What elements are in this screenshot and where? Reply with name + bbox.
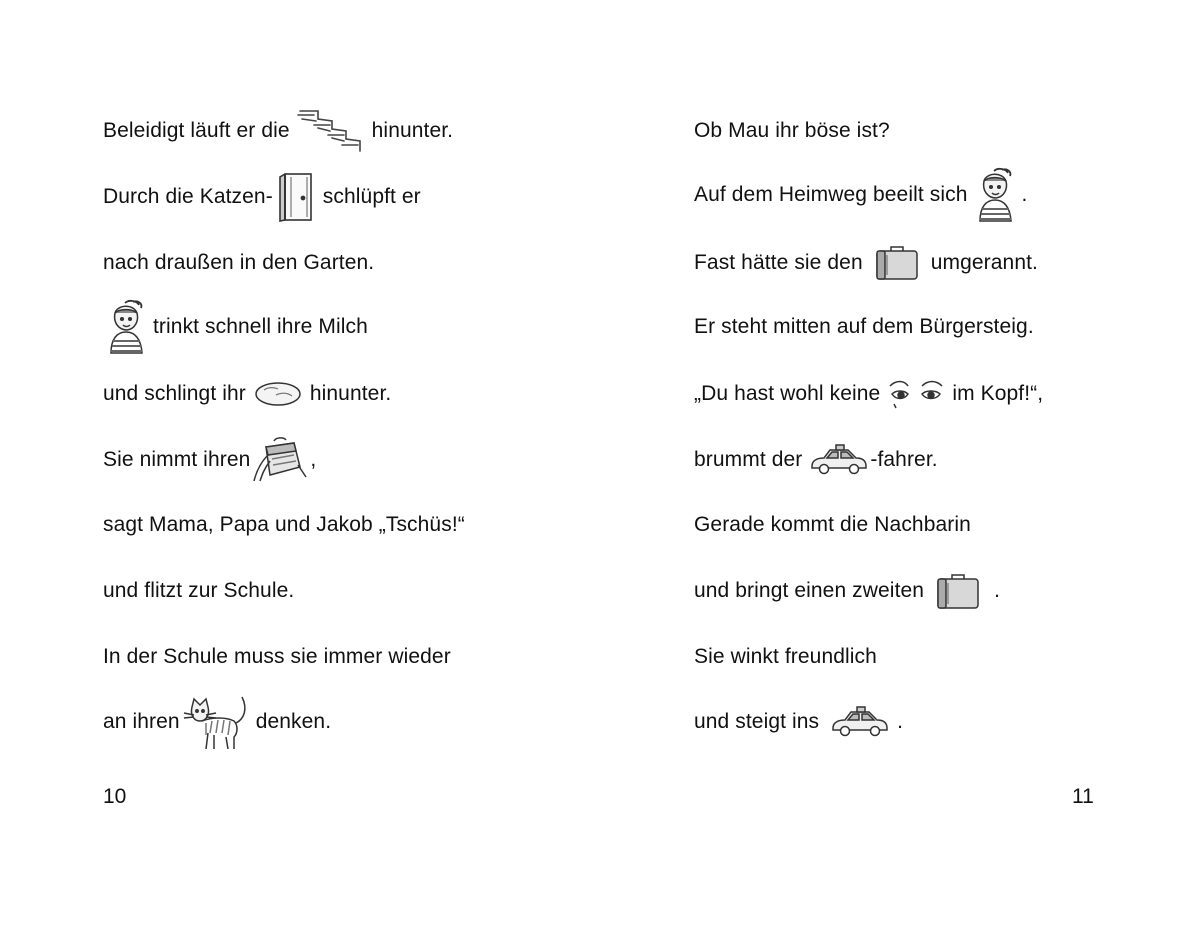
stairs-icon (294, 107, 368, 155)
suitcase-icon (873, 245, 921, 281)
line-text-before: und schlingt ihr (103, 382, 246, 405)
line-text-before: Beleidigt läuft er die (103, 119, 290, 142)
text-line (694, 435, 938, 485)
eyes-icon (886, 378, 946, 410)
line-text-after: schlüpft er (322, 185, 421, 208)
line-text-before: Durch die Katzen- (103, 185, 273, 208)
line-text-before: sagt Mama, Papa und Jakob „Tschüs!“ (103, 513, 465, 536)
text-line (103, 172, 421, 222)
line-text-before: Fast hätte sie den (694, 251, 863, 274)
line-text-before: „Du hast wohl keine (694, 382, 881, 405)
text-line (103, 106, 453, 156)
line-text-before: Gerade kommt die Nachbarin (694, 513, 971, 536)
text-line (103, 302, 368, 352)
text-line (694, 369, 1043, 419)
text-line (103, 632, 451, 682)
line-text-after: -fahrer. (870, 448, 938, 471)
cat-icon (182, 693, 254, 751)
text-line (103, 566, 294, 616)
line-text-before: In der Schule muss sie immer wieder (103, 645, 451, 668)
line-text-before: Ob Mau ihr böse ist? (694, 119, 890, 142)
line-text-before: Er steht mitten auf dem Bürgersteig. (694, 315, 1034, 338)
text-line (694, 566, 1000, 616)
right-page (600, 0, 1200, 934)
line-text-after: hinunter. (309, 382, 392, 405)
suitcase-icon (934, 572, 982, 610)
text-line (694, 106, 890, 156)
line-text-after: . (1021, 183, 1028, 206)
page-number: 10 (103, 785, 127, 808)
line-text-before: Sie nimmt ihren (103, 448, 251, 471)
line-text-after: denken. (255, 710, 332, 733)
text-line (103, 697, 331, 747)
text-line (694, 238, 1038, 288)
text-line (103, 369, 391, 419)
bread-roll-icon (254, 381, 302, 407)
text-line (694, 500, 971, 550)
text-line (694, 302, 1034, 352)
girl-icon (103, 299, 149, 355)
girl-icon (972, 167, 1018, 223)
line-text-before: an ihren (103, 710, 180, 733)
line-text-before: und steigt ins (694, 710, 820, 733)
line-text-before: brummt der (694, 448, 803, 471)
school-bag-icon (252, 437, 308, 483)
text-line (694, 632, 877, 682)
line-text-after: . (897, 710, 904, 733)
text-line (694, 697, 903, 747)
text-line (103, 435, 316, 485)
taxi-icon (829, 706, 891, 738)
page-number: 11 (1072, 785, 1094, 808)
line-text-before: und flitzt zur Schule. (103, 579, 295, 602)
line-text-after: trinkt schnell ihre Milch (153, 315, 368, 338)
line-text-after: . (994, 579, 1000, 602)
text-line (103, 500, 465, 550)
line-text-before: und bringt einen zweiten (694, 579, 925, 602)
text-line (694, 170, 1027, 220)
line-text-before: Sie winkt freundlich (694, 645, 877, 668)
taxi-icon (808, 444, 870, 476)
door-icon (277, 171, 319, 223)
line-text-before: Auf dem Heimweg beeilt sich (694, 183, 968, 206)
line-text-after: umgerannt. (930, 251, 1038, 274)
line-text-before: nach draußen in den Garten. (103, 251, 375, 274)
line-text-after: , (310, 448, 317, 471)
text-line (103, 238, 374, 288)
line-text-after: hinunter. (371, 119, 454, 142)
line-text-after: im Kopf!“, (952, 382, 1044, 405)
